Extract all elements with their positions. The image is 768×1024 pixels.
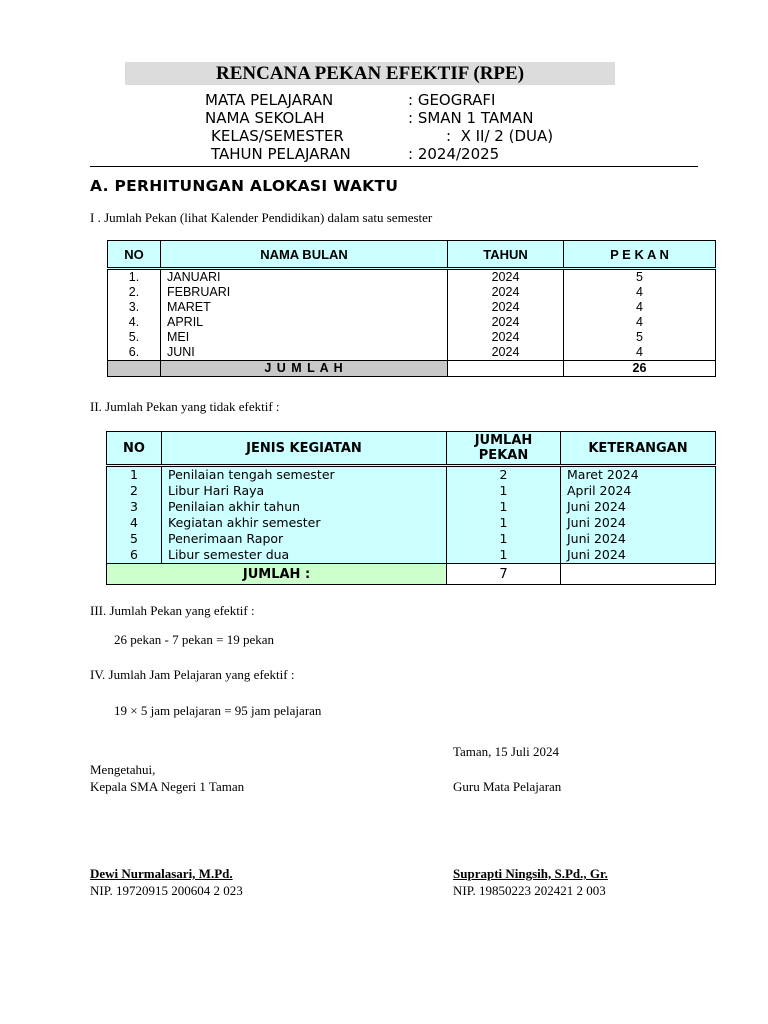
month-name: JANUARI — [161, 269, 448, 286]
row-no: 1 — [107, 466, 162, 484]
table-row — [107, 499, 716, 515]
teacher-nip: NIP. 19850223 202421 2 003 — [453, 883, 606, 898]
header-label-subject: MATA PELAJARAN — [205, 91, 334, 109]
weeks-count: 1 — [447, 531, 561, 547]
table-header-row — [108, 241, 716, 269]
principal-title: Kepala SMA Negeri 1 Taman — [90, 779, 245, 794]
part4-calculation: 19 × 5 jam pelajaran = 95 jam pelajaran — [114, 703, 322, 718]
activity-name: Libur semester dua — [162, 547, 447, 564]
total-value: 7 — [447, 564, 561, 585]
table-row — [107, 531, 716, 547]
part3-title: III. Jumlah Pekan yang efektif : — [90, 603, 255, 618]
part1-title: I . Jumlah Pekan (lihat Kalender Pendidikan) dalam satu semester — [90, 210, 433, 225]
total-blank-cell — [561, 564, 716, 585]
weeks-cell: 4 — [564, 300, 716, 315]
teacher-name: Suprapti Ningsih, S.Pd., Gr. — [453, 866, 608, 881]
table-row — [108, 315, 716, 330]
activity-name: Libur Hari Raya — [162, 483, 447, 499]
total-label: J U M L A H — [161, 361, 448, 377]
table-row — [108, 285, 716, 300]
part4-title: IV. Jumlah Jam Pelajaran yang efektif : — [90, 667, 295, 682]
activity-name: Penilaian tengah semester — [162, 466, 447, 484]
weeks-cell: 4 — [564, 315, 716, 330]
header-value-year: : 2024/2025 — [408, 145, 500, 163]
row-no: 4. — [108, 315, 161, 330]
non-effective-weeks-table — [106, 431, 716, 585]
remark: Maret 2024 — [561, 466, 716, 484]
principal-nip: NIP. 19720915 200604 2 023 — [90, 883, 243, 898]
table-row — [107, 483, 716, 499]
table-row — [107, 515, 716, 531]
document-title: RENCANA PEKAN EFEKTIF (RPE) — [125, 62, 615, 85]
table-row — [107, 466, 716, 484]
total-blank-cell — [448, 361, 564, 377]
weeks-cell: 4 — [564, 285, 716, 300]
year-cell: 2024 — [448, 300, 564, 315]
section-a-heading: A. PERHITUNGAN ALOKASI WAKTU — [90, 177, 399, 195]
remark: April 2024 — [561, 483, 716, 499]
row-no: 2 — [107, 483, 162, 499]
row-no: 5 — [107, 531, 162, 547]
table-row — [108, 269, 716, 286]
weeks-per-month-table — [107, 240, 716, 377]
year-cell: 2024 — [448, 345, 564, 361]
weeks-cell: 5 — [564, 330, 716, 345]
column-header: P E K A N — [564, 241, 716, 269]
column-header: NO — [107, 432, 162, 466]
header-label-school: NAMA SEKOLAH — [205, 109, 325, 127]
table-row — [108, 345, 716, 361]
header-divider — [90, 166, 698, 167]
month-name: APRIL — [161, 315, 448, 330]
row-no: 2. — [108, 285, 161, 300]
activity-name: Penilaian akhir tahun — [162, 499, 447, 515]
month-name: FEBRUARI — [161, 285, 448, 300]
table-total-row — [107, 564, 716, 585]
row-no: 3 — [107, 499, 162, 515]
header-value-class: : X II/ 2 (DUA) — [446, 127, 554, 145]
table-row — [107, 547, 716, 564]
header-label-year: TAHUN PELAJARAN — [211, 145, 351, 163]
remark: Juni 2024 — [561, 547, 716, 564]
activity-name: Kegiatan akhir semester — [162, 515, 447, 531]
weeks-count: 1 — [447, 483, 561, 499]
month-name: JUNI — [161, 345, 448, 361]
month-name: MARET — [161, 300, 448, 315]
activity-name: Penerimaan Rapor — [162, 531, 447, 547]
column-header: NO — [108, 241, 161, 269]
table-header-row — [107, 432, 716, 466]
header-value-school: : SMAN 1 TAMAN — [408, 109, 534, 127]
weeks-cell: 5 — [564, 269, 716, 286]
total-label: JUMLAH : — [107, 564, 447, 585]
place-date: Taman, 15 Juli 2024 — [453, 744, 559, 759]
year-cell: 2024 — [448, 330, 564, 345]
remark: Juni 2024 — [561, 499, 716, 515]
table-total-row — [108, 361, 716, 377]
weeks-count: 1 — [447, 499, 561, 515]
row-no: 6. — [108, 345, 161, 361]
acknowledged-label: Mengetahui, — [90, 762, 156, 777]
column-header: JENIS KEGIATAN — [162, 432, 447, 466]
header-value-subject: : GEOGRAFI — [408, 91, 496, 109]
weeks-cell: 4 — [564, 345, 716, 361]
total-blank-cell — [108, 361, 161, 377]
principal-name: Dewi Nurmalasari, M.Pd. — [90, 866, 233, 881]
column-header: NAMA BULAN — [161, 241, 448, 269]
weeks-count: 1 — [447, 515, 561, 531]
weeks-count: 2 — [447, 466, 561, 484]
part3-calculation: 26 pekan - 7 pekan = 19 pekan — [114, 632, 275, 647]
table-row — [108, 300, 716, 315]
remark: Juni 2024 — [561, 531, 716, 547]
header-label-class: KELAS/SEMESTER — [211, 127, 344, 145]
row-no: 6 — [107, 547, 162, 564]
row-no: 1. — [108, 269, 161, 286]
year-cell: 2024 — [448, 315, 564, 330]
total-value: 26 — [564, 361, 716, 377]
row-no: 5. — [108, 330, 161, 345]
row-no: 4 — [107, 515, 162, 531]
column-header: JUMLAH PEKAN — [447, 432, 561, 466]
weeks-count: 1 — [447, 547, 561, 564]
table-row — [108, 330, 716, 345]
remark: Juni 2024 — [561, 515, 716, 531]
column-header: TAHUN — [448, 241, 564, 269]
year-cell: 2024 — [448, 285, 564, 300]
row-no: 3. — [108, 300, 161, 315]
column-header: KETERANGAN — [561, 432, 716, 466]
teacher-title: Guru Mata Pelajaran — [453, 779, 562, 794]
month-name: MEI — [161, 330, 448, 345]
year-cell: 2024 — [448, 269, 564, 286]
part2-title: II. Jumlah Pekan yang tidak efektif : — [90, 399, 280, 414]
